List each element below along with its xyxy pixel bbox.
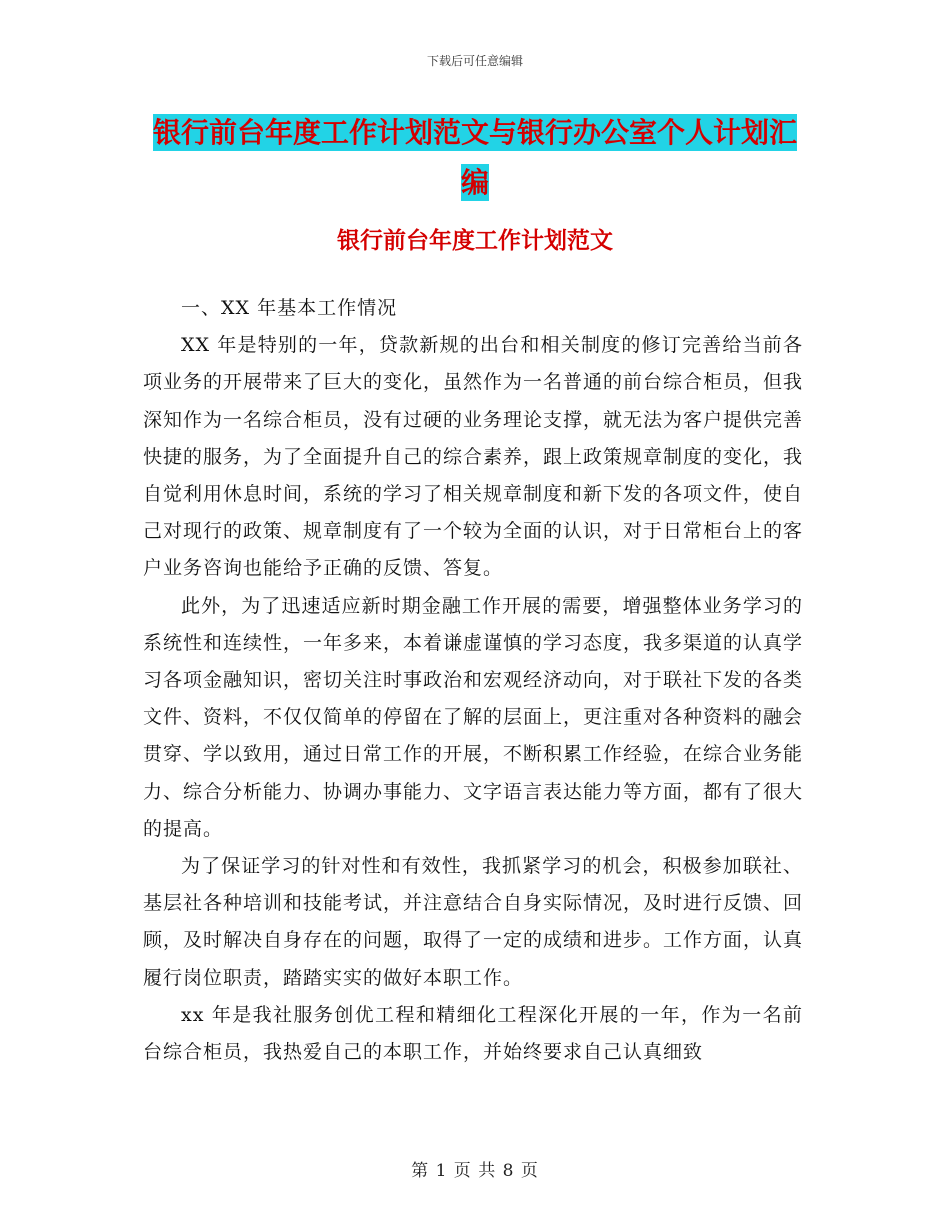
document-title [150, 108, 800, 208]
page-number: 第 1 页 共 8 页 [411, 1161, 539, 1181]
paragraph-3: 为了保证学习的针对性和有效性，我抓紧学习的机会，积极参加联社、基层社各种培训和技能考试，并注意结合自身实际情况，及时进行反馈、回顾，及时解决自身存在的问题，取得了一定的成绩和进步。工作方面，认真履行岗位职责，踏踏实实的做好本职工作。 [143, 855, 804, 989]
paragraph-4: xx 年是我社服务创优工程和精细化工程深化开展的一年，作为一名前台综合柜员，我热爱自己的本职工作，并始终要求自己认真细致 [143, 1003, 803, 1064]
paragraph-2: 此外，为了迅速适应新时期金融工作开展的需要，增强整体业务学习的系统性和连续性，一年多来，本着谦虚谨慎的学习态度，我多渠道的认真学习各项金融知识，密切关注时事政治和宏观经济动向，对于联社下发的各类文件、资料，不仅仅简单的停留在了解的层面上，更注重对各种资料的融会贯穿、学以致用，通过日常工作的开展，不断积累工作经验，在综合业务能力、综合分析能力、协调办事能力、文字语言表达能力等方面，都有了很大的提高。 [143, 594, 804, 840]
document-title-text: 银行前台年度工作计划范文与银行办公室个人计划汇编 [152, 116, 797, 199]
document-body [143, 290, 803, 1071]
section-title: 银行前台年度工作计划范文 [337, 228, 613, 254]
subheading: 一、XX 年基本工作情况 [181, 297, 398, 319]
header-note: 下载后可任意编辑 [426, 54, 523, 68]
paragraph-1: XX 年是特别的一年，贷款新规的出台和相关制度的修订完善给当前各项业务的开展带来了巨大的变化，虽然作为一名普通的前台综合柜员，但我深知作为一名综合柜员，没有过硬的业务理论支撑，就无法为客户提供完善快捷的服务，为了全面提升自己的综合素养，跟上政策规章制度的变化，我自觉利用休息时间，系统的学习了相关规章制度和新下发的各项文件，使自己对现行的政策、规章制度有了一个较为全面的认识，对于日常柜台上的客户业务咨询也能给予正确的反馈、答复。 [143, 334, 804, 580]
